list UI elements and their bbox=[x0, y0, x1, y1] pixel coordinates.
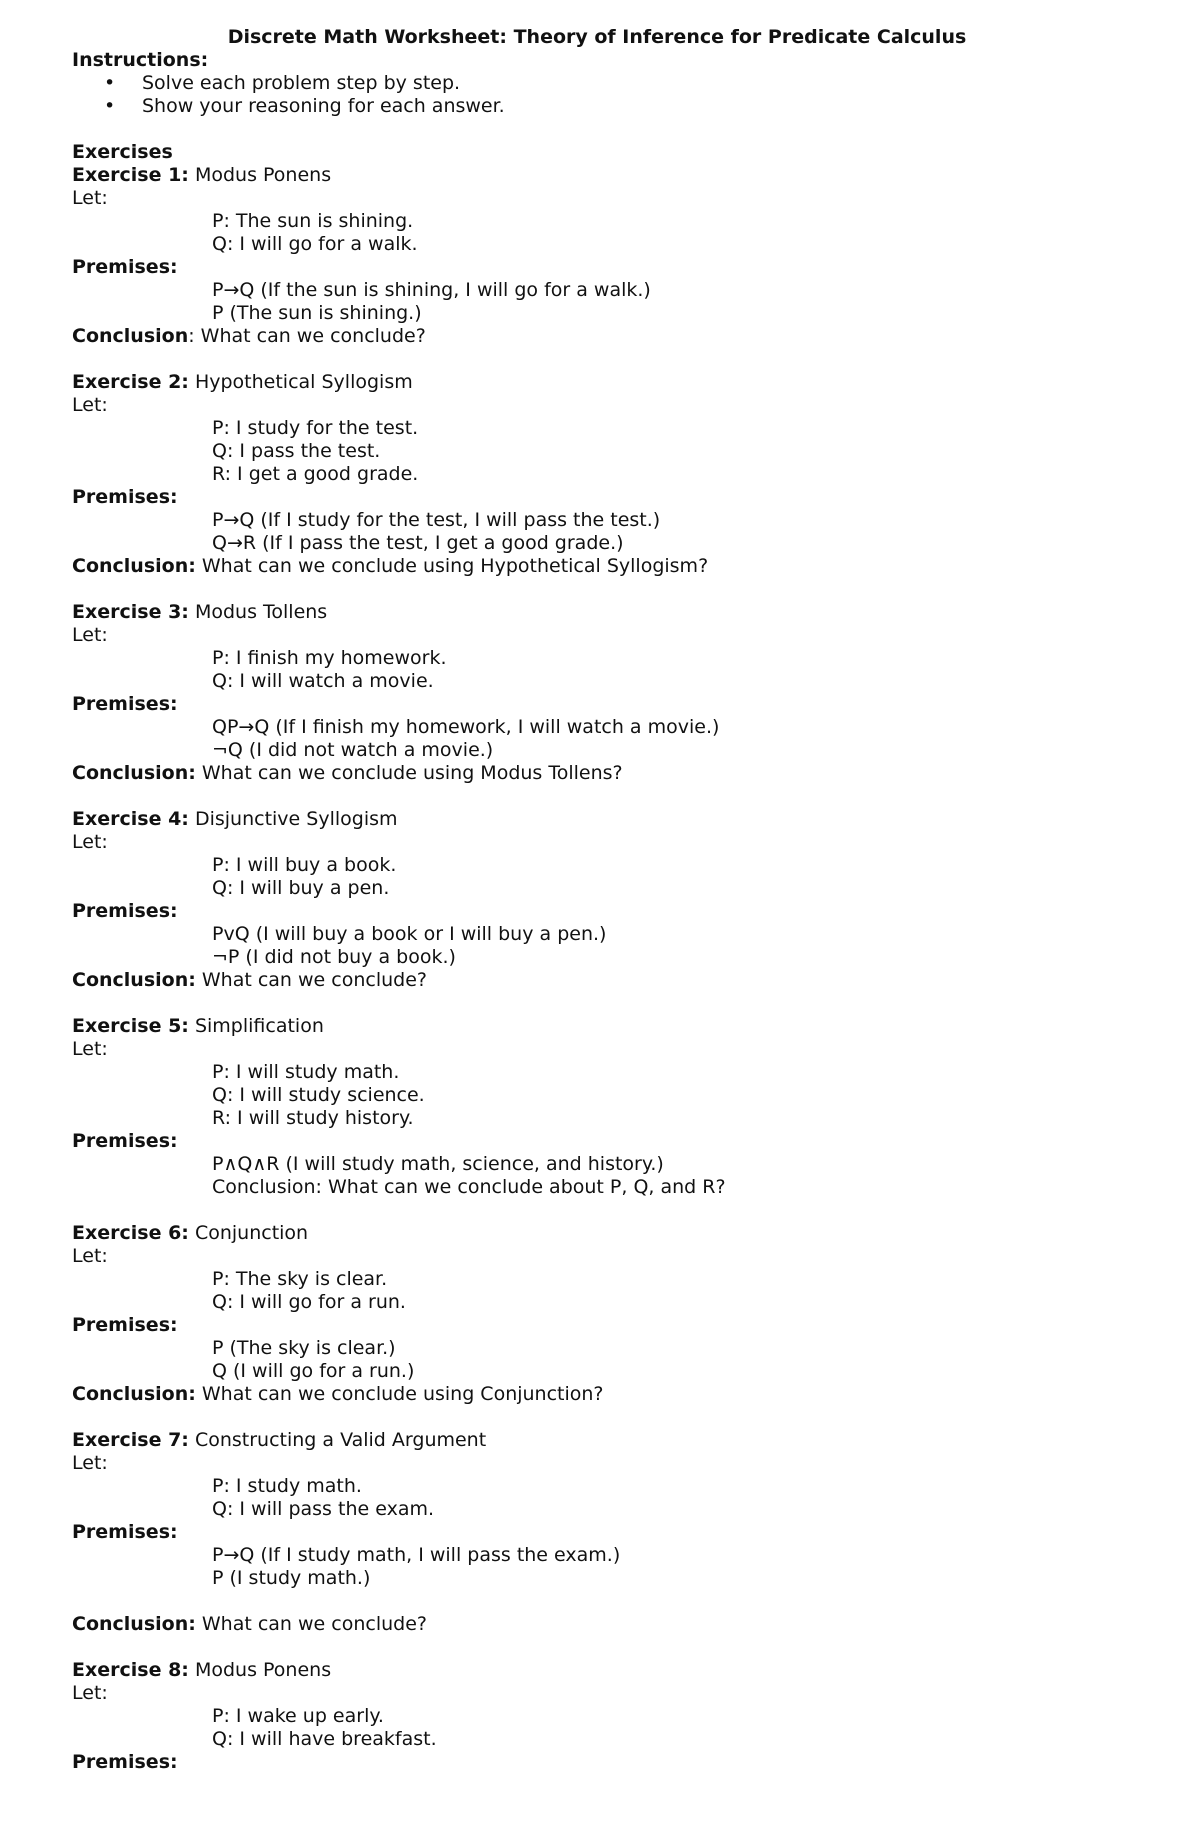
exercise-label: Exercise 5: bbox=[72, 1015, 189, 1037]
let-label: Let: bbox=[72, 624, 108, 646]
premise-item: QP→Q (If I finish my homework, I will watch a movie.) bbox=[212, 716, 720, 738]
exercise-3 bbox=[72, 601, 1200, 785]
bullet-icon: • bbox=[104, 95, 116, 117]
exercise-name: Constructing a Valid Argument bbox=[194, 1429, 487, 1451]
premise-item: P (The sun is shining.) bbox=[212, 302, 422, 324]
exercise-label: Exercise 1: bbox=[72, 164, 189, 186]
let-item: Q: I will pass the exam. bbox=[212, 1498, 435, 1520]
page-title: Discrete Math Worksheet: Theory of Inference for Predicate Calculus bbox=[227, 26, 967, 48]
premises-label: Premises: bbox=[72, 1521, 178, 1543]
premise-item: P∧Q∧R (I will study math, science, and history.) bbox=[212, 1153, 664, 1175]
premise-item: PvQ (I will buy a book or I will buy a pen.) bbox=[212, 923, 607, 945]
let-item: P: I finish my homework. bbox=[212, 647, 447, 669]
premise-item: Conclusion: What can we conclude about P, Q, and R? bbox=[212, 1176, 726, 1198]
let-item: P: I will study math. bbox=[212, 1061, 400, 1083]
premises-label: Premises: bbox=[72, 1314, 178, 1336]
let-item: R: I get a good grade. bbox=[212, 463, 419, 485]
let-item: P: I wake up early. bbox=[212, 1705, 384, 1727]
exercise-name: Hypothetical Syllogism bbox=[194, 371, 413, 393]
premise-item: Q→R (If I pass the test, I get a good grade.) bbox=[212, 532, 624, 554]
let-item: Q: I will go for a walk. bbox=[212, 233, 418, 255]
exercise-4 bbox=[72, 808, 1200, 992]
premise-item: P (I study math.) bbox=[212, 1567, 371, 1589]
let-label: Let: bbox=[72, 1452, 108, 1474]
exercise-5 bbox=[72, 1015, 1200, 1199]
let-item: Q: I will buy a pen. bbox=[212, 877, 390, 899]
instructions-list bbox=[72, 72, 1200, 118]
let-label: Let: bbox=[72, 394, 108, 416]
exercise-label: Exercise 3: bbox=[72, 601, 189, 623]
conclusion-text: What can we conclude? bbox=[195, 1613, 427, 1635]
bullet-icon: • bbox=[104, 72, 116, 94]
premise-item: ¬P (I did not buy a book.) bbox=[212, 946, 456, 968]
conclusion-label: Conclusion: bbox=[72, 1383, 196, 1405]
instructions-heading: Instructions: bbox=[72, 49, 209, 71]
instruction-item: • Show your reasoning for each answer. bbox=[104, 95, 505, 117]
let-item: Q: I pass the test. bbox=[212, 440, 381, 462]
let-item: P: I will buy a book. bbox=[212, 854, 397, 876]
premises-label: Premises: bbox=[72, 256, 178, 278]
conclusion-label: Conclusion bbox=[72, 325, 189, 347]
let-label: Let: bbox=[72, 1682, 108, 1704]
conclusion-label: Conclusion: bbox=[72, 969, 196, 991]
let-label: Let: bbox=[72, 1038, 108, 1060]
exercise-label: Exercise 4: bbox=[72, 808, 189, 830]
let-label: Let: bbox=[72, 1245, 108, 1267]
premise-item: Q (I will go for a run.) bbox=[212, 1360, 415, 1382]
let-item: P: The sky is clear. bbox=[212, 1268, 388, 1290]
premises-label: Premises: bbox=[72, 486, 178, 508]
premises-label: Premises: bbox=[72, 1130, 178, 1152]
exercise-name: Disjunctive Syllogism bbox=[194, 808, 398, 830]
instruction-item: • Solve each problem step by step. bbox=[104, 72, 461, 94]
exercise-name: Conjunction bbox=[194, 1222, 309, 1244]
premises-label: Premises: bbox=[72, 693, 178, 715]
let-label: Let: bbox=[72, 187, 108, 209]
conclusion-label: Conclusion: bbox=[72, 762, 196, 784]
exercise-name: Modus Tollens bbox=[194, 601, 328, 623]
let-item: Q: I will go for a run. bbox=[212, 1291, 406, 1313]
premises-label: Premises: bbox=[72, 1751, 178, 1773]
exercise-2 bbox=[72, 371, 1200, 578]
let-item: P: I study for the test. bbox=[212, 417, 419, 439]
let-label: Let: bbox=[72, 831, 108, 853]
premise-item: ¬Q (I did not watch a movie.) bbox=[212, 739, 494, 761]
let-item: P: I study math. bbox=[212, 1475, 362, 1497]
exercise-6 bbox=[72, 1222, 1200, 1406]
exercise-label: Exercise 7: bbox=[72, 1429, 189, 1451]
premise-item: P (The sky is clear.) bbox=[212, 1337, 396, 1359]
exercise-name: Modus Ponens bbox=[194, 164, 332, 186]
let-item: Q: I will have breakfast. bbox=[212, 1728, 437, 1750]
conclusion-text: What can we conclude using Conjunction? bbox=[195, 1383, 604, 1405]
let-item: P: The sun is shining. bbox=[212, 210, 414, 232]
let-item: Q: I will watch a movie. bbox=[212, 670, 434, 692]
premises-label: Premises: bbox=[72, 900, 178, 922]
let-item: Q: I will study science. bbox=[212, 1084, 425, 1106]
premise-item: P→Q (If I study math, I will pass the exam.) bbox=[212, 1544, 621, 1566]
exercise-name: Simplification bbox=[194, 1015, 324, 1037]
premise-item: P→Q (If the sun is shining, I will go for a walk.) bbox=[212, 279, 651, 301]
conclusion-text: : What can we conclude? bbox=[188, 325, 426, 347]
exercise-label: Exercise 8: bbox=[72, 1659, 189, 1681]
exercise-name: Modus Ponens bbox=[194, 1659, 332, 1681]
exercise-8 bbox=[72, 1659, 1200, 1774]
exercise-1 bbox=[72, 164, 1200, 348]
premise-item: P→Q (If I study for the test, I will pass the test.) bbox=[212, 509, 661, 531]
conclusion-text: What can we conclude? bbox=[195, 969, 427, 991]
conclusion-label: Conclusion: bbox=[72, 555, 196, 577]
exercise-label: Exercise 2: bbox=[72, 371, 189, 393]
let-item: R: I will study history. bbox=[212, 1107, 414, 1129]
exercises-heading: Exercises bbox=[72, 141, 173, 163]
conclusion-text: What can we conclude using Hypothetical Syllogism? bbox=[195, 555, 709, 577]
exercise-7 bbox=[72, 1429, 1200, 1636]
conclusion-text: What can we conclude using Modus Tollens? bbox=[195, 762, 623, 784]
exercise-label: Exercise 6: bbox=[72, 1222, 189, 1244]
conclusion-label: Conclusion: bbox=[72, 1613, 196, 1635]
